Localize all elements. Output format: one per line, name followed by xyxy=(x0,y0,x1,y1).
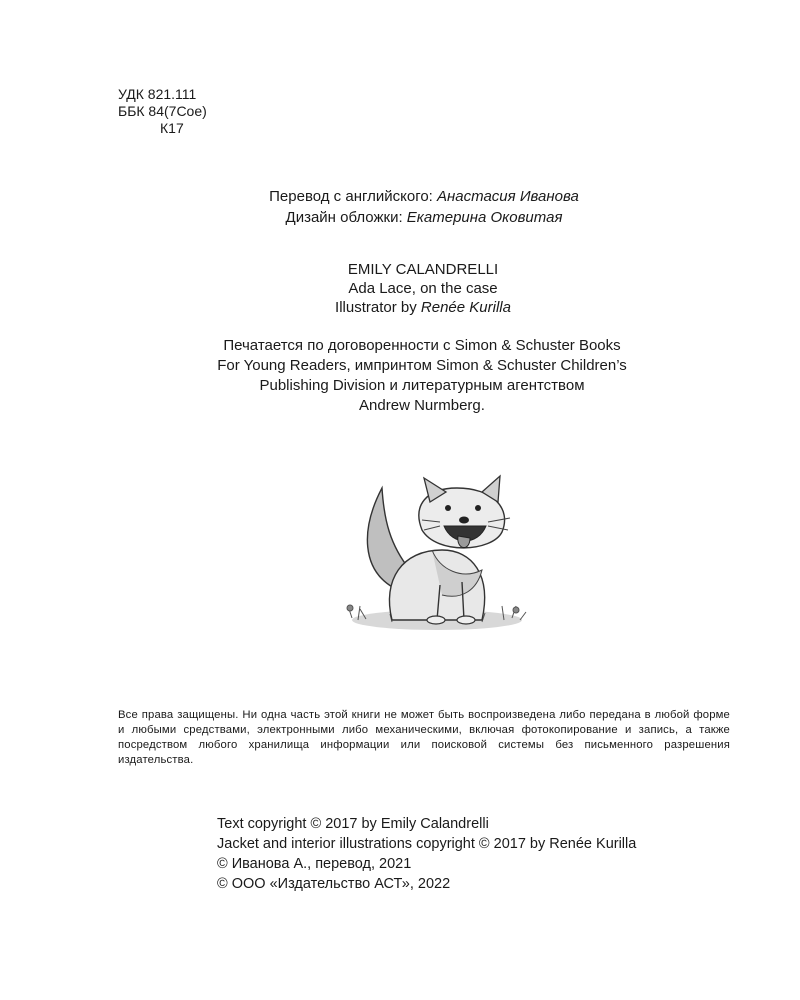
copyright-block xyxy=(217,814,636,894)
dog-illustration xyxy=(332,470,532,640)
credits-block xyxy=(0,186,800,228)
cover-label: Дизайн обложки: xyxy=(285,209,403,226)
eye-icon xyxy=(445,505,451,511)
classification-codes xyxy=(118,86,207,137)
copyright-line: Jacket and interior illustrations copyright © 2017 by Renée Kurilla xyxy=(217,836,637,852)
cover-designer-name: Екатерина Оковитая xyxy=(406,209,563,226)
license-notice xyxy=(0,336,800,416)
copyright-line: © ООО «Издательство АСТ», 2022 xyxy=(217,876,451,892)
license-line: Печатается по договоренности с Simon & Schuster Books xyxy=(223,337,621,354)
eye-icon xyxy=(475,505,481,511)
license-line: Publishing Division и литературным агентством xyxy=(259,377,585,394)
original-author: EMILY CALANDRELLI xyxy=(347,261,499,278)
author-mark: К17 xyxy=(160,120,184,136)
illustrator-name: Renée Kurilla xyxy=(420,299,511,316)
bbk-code: ББК 84(7Сое) xyxy=(118,103,207,119)
rights-notice: Все права защищены. Ни одна часть этой книги не может быть воспроизведена либо передана в любой форме и любыми средствами, электронными либо механическими, включая фотокопирование и запись, а также посредством любого хранилища информации или поисковой системы без письменного разрешения издательства. xyxy=(118,709,730,766)
udk-code: УДК 821.111 xyxy=(118,86,197,102)
cover-credit xyxy=(0,207,800,228)
copyright-line: © Иванова А., перевод, 2021 xyxy=(217,856,412,872)
license-line: Andrew Nurmberg. xyxy=(359,397,485,414)
translation-credit xyxy=(0,186,800,207)
translation-label: Перевод с английского: xyxy=(269,188,433,205)
illustrator-label: Illustrator by xyxy=(335,299,417,316)
copyright-line: Text copyright © 2017 by Emily Calandrelli xyxy=(217,816,489,832)
original-title: Ada Lace, on the case xyxy=(348,280,498,297)
illustrator-credit xyxy=(0,298,800,317)
translator-name: Анастасия Иванова xyxy=(437,188,579,205)
license-line: For Young Readers, импринтом Simon & Schuster Children’s xyxy=(217,357,627,374)
original-edition xyxy=(0,260,800,317)
